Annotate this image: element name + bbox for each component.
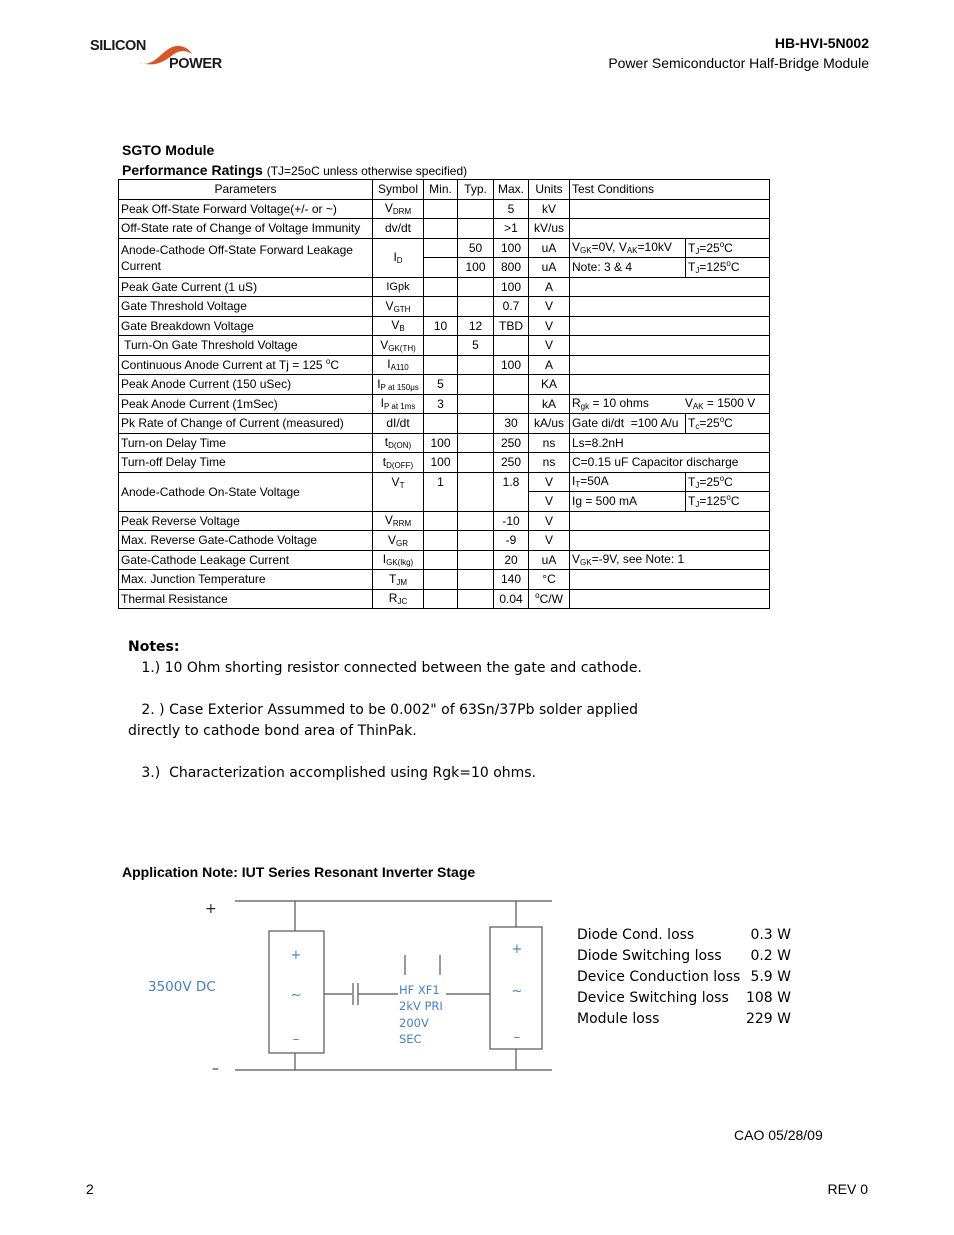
table-row	[119, 570, 770, 590]
table-row	[119, 472, 770, 492]
max-cell: 0.04	[494, 589, 529, 609]
min-cell	[424, 336, 458, 356]
table-row	[119, 219, 770, 239]
unit-cell: V	[529, 472, 570, 492]
logo-text-line2: POWER	[169, 56, 222, 72]
typ-cell	[458, 297, 494, 317]
unit-cell: °C	[529, 570, 570, 590]
list-item: Diode Switching loss 0.2 W	[577, 948, 791, 964]
param-cell: Turn-on Delay Time	[119, 433, 373, 453]
param-cell: Peak Anode Current (150 uSec)	[119, 375, 373, 395]
param-cell: Continuous Anode Current at Tj = 125 $^o$C	[119, 355, 373, 375]
table-row	[119, 297, 770, 317]
transformer-label-2: 2kV PRI	[399, 999, 443, 1013]
param-cell: Off-State rate of Change of Voltage Immunity	[119, 219, 373, 239]
unit-cell: KA	[529, 375, 570, 395]
ratings-table	[118, 179, 770, 609]
max-cell	[494, 336, 529, 356]
symbol-cell: $V_{GTH}$	[373, 297, 424, 317]
unit-cell: ns	[529, 453, 570, 473]
unit-cell: uA	[529, 238, 570, 258]
condition-cell: Gate di/dt =100 A/u	[570, 414, 686, 434]
unit-cell: kA/us	[529, 414, 570, 434]
table-row	[119, 375, 770, 395]
condition-cell: $I_T=50A$	[570, 472, 686, 492]
typ-cell	[458, 414, 494, 434]
condition-cell: Ls=8.2nH	[570, 433, 770, 453]
symbol-cell: $t_{D(OFF)}$	[373, 453, 424, 473]
header-parameters: Parameters	[119, 180, 373, 200]
table-row	[119, 589, 770, 609]
supply-minus-label: –	[212, 1061, 219, 1077]
typ-cell	[458, 394, 494, 414]
header-min: Min.	[424, 180, 458, 200]
symbol-cell: $V_{RRM}$	[373, 511, 424, 531]
typ-cell	[458, 570, 494, 590]
typ-cell	[458, 531, 494, 551]
param-cell: Peak Anode Current (1mSec)	[119, 394, 373, 414]
condition-cell	[570, 336, 770, 356]
list-item: Module loss 229 W	[577, 1011, 791, 1027]
table-row	[119, 433, 770, 453]
author-date: CAO 05/28/09	[734, 1127, 823, 1143]
symbol-cell: $I_{A110}$	[373, 355, 424, 375]
temperature-cell: $T_J=25^oC$	[686, 472, 770, 492]
min-cell: 100	[424, 433, 458, 453]
typ-cell	[458, 219, 494, 239]
min-cell	[424, 589, 458, 609]
max-cell: 100	[494, 277, 529, 297]
supply-voltage-label: 3500V DC	[148, 979, 216, 995]
page-number: 2	[86, 1181, 94, 1197]
section-title: SGTO Module	[122, 142, 215, 158]
param-cell: Turn-off Delay Time	[119, 453, 373, 473]
typ-cell	[458, 511, 494, 531]
max-cell: 250	[494, 453, 529, 473]
min-cell	[424, 199, 458, 219]
symbol-cell: dI/dt	[373, 414, 424, 434]
unit-cell: V	[529, 336, 570, 356]
notes-title: Notes:	[128, 639, 180, 655]
min-cell	[424, 531, 458, 551]
condition-cell	[570, 511, 770, 531]
typ-cell	[458, 472, 494, 511]
transformer-label-4: SEC	[399, 1032, 422, 1046]
typ-cell	[458, 375, 494, 395]
symbol-cell: $V_{GK(TH)}$	[373, 336, 424, 356]
symbol-cell: $I_{P at 150\mu s}$	[373, 375, 424, 395]
notes-section	[128, 637, 648, 784]
losses-list	[577, 925, 797, 1030]
min-cell	[424, 277, 458, 297]
condition-cell	[570, 375, 770, 395]
min-cell	[424, 238, 458, 258]
unit-cell: V	[529, 492, 570, 512]
param-cell: Peak Reverse Voltage	[119, 511, 373, 531]
condition-cell	[570, 531, 770, 551]
max-cell: 20	[494, 550, 529, 570]
unit-cell: A	[529, 355, 570, 375]
symbol-cell: $V_T$	[373, 472, 424, 511]
condition-cell: $R_{gk} = 10$ ohms $V_{AK} = 1500$ V	[570, 394, 770, 414]
transformer-label-1: HF XF1	[399, 983, 440, 997]
condition-cell	[570, 355, 770, 375]
condition-cell: $V_{GK}=0V$, $V_{AK}=10kV$	[570, 238, 686, 258]
company-logo	[86, 36, 238, 78]
typ-cell	[458, 277, 494, 297]
min-cell: 3	[424, 394, 458, 414]
param-cell: Peak Gate Current (1 uS)	[119, 277, 373, 297]
typ-cell	[458, 589, 494, 609]
revision: REV 0	[827, 1181, 868, 1197]
min-cell	[424, 258, 458, 278]
max-cell: 140	[494, 570, 529, 590]
table-header-row	[119, 180, 770, 200]
max-cell: -10	[494, 511, 529, 531]
symbol-cell: IGpk	[373, 277, 424, 297]
condition-cell	[570, 277, 770, 297]
transformer-label-3: 200V	[399, 1016, 429, 1030]
typ-cell	[458, 199, 494, 219]
param-cell: Anode-Cathode On-State Voltage	[119, 472, 373, 511]
table-row	[119, 316, 770, 336]
temperature-cell: $T_J=125^oC$	[686, 492, 770, 512]
max-cell: 800	[494, 258, 529, 278]
table-row	[119, 336, 770, 356]
min-cell: 10	[424, 316, 458, 336]
left-module-plus: +	[290, 948, 302, 963]
header-max: Max.	[494, 180, 529, 200]
param-cell: Gate Threshold Voltage	[119, 297, 373, 317]
performance-ratings-heading	[122, 162, 467, 178]
param-cell: Gate-Cathode Leakage Current	[119, 550, 373, 570]
param-cell: Peak Off-State Forward Voltage(+/- or ~)	[119, 199, 373, 219]
list-item: Diode Cond. loss 0.3 W	[577, 927, 791, 943]
header-typ: Typ.	[458, 180, 494, 200]
table-row	[119, 199, 770, 219]
param-cell: Pk Rate of Change of Current (measured)	[119, 414, 373, 434]
max-cell: 100	[494, 355, 529, 375]
condition-cell: Note: 3 & 4	[570, 258, 686, 278]
typ-cell: 100	[458, 258, 494, 278]
left-module-tilde: ~	[290, 988, 302, 1003]
note-2: 2. ) Case Exterior Assummed to be 0.002" of 63Sn/37Pb solder applied directly to cathode bond area of ThinPak.	[128, 702, 643, 739]
max-cell: 30	[494, 414, 529, 434]
unit-cell: V	[529, 316, 570, 336]
logo-text-line1: SILICON	[90, 38, 147, 54]
header-test-conditions: Test Conditions	[570, 180, 770, 200]
symbol-cell: $t_{D(ON)}$	[373, 433, 424, 453]
right-module-plus: +	[511, 942, 523, 957]
min-cell	[424, 219, 458, 239]
typ-cell: 5	[458, 336, 494, 356]
max-cell	[494, 394, 529, 414]
resonant-inverter-diagram	[140, 895, 560, 1080]
max-cell	[494, 375, 529, 395]
min-cell	[424, 570, 458, 590]
condition-cell	[570, 570, 770, 590]
symbol-cell: $I_D$	[373, 238, 424, 277]
typ-cell	[458, 355, 494, 375]
param-cell: Turn-On Gate Threshold Voltage	[119, 336, 373, 356]
temperature-cell: $T_J=125^oC$	[686, 258, 770, 278]
performance-ratings-title: Performance Ratings	[122, 162, 263, 178]
performance-ratings-note: (TJ=25oC unless otherwise specified)	[266, 164, 468, 178]
max-cell: >1	[494, 219, 529, 239]
table-row	[119, 355, 770, 375]
document-id: HB-HVI-5N002	[774, 35, 869, 51]
symbol-cell: $V_B$	[373, 316, 424, 336]
param-cell: Gate Breakdown Voltage	[119, 316, 373, 336]
temperature-cell: $T_J=25^oC$	[686, 238, 770, 258]
symbol-cell: dv/dt	[373, 219, 424, 239]
table-row	[119, 414, 770, 434]
max-cell: 100	[494, 238, 529, 258]
list-item: Device Switching loss 108 W	[577, 990, 791, 1006]
symbol-cell: $T_{JM}$	[373, 570, 424, 590]
unit-cell: $^o$C/W	[529, 589, 570, 609]
max-cell: 1.8	[494, 472, 529, 511]
supply-plus-label: +	[205, 901, 217, 917]
typ-cell	[458, 453, 494, 473]
symbol-cell: $R_{JC}$	[373, 589, 424, 609]
min-cell	[424, 297, 458, 317]
typ-cell: 12	[458, 316, 494, 336]
unit-cell: kA	[529, 394, 570, 414]
temperature-cell: $T_c=25^oC$	[686, 414, 770, 434]
symbol-cell: $I_{P at 1ms}$	[373, 394, 424, 414]
max-cell: -9	[494, 531, 529, 551]
min-cell	[424, 414, 458, 434]
param-cell: Max. Reverse Gate-Cathode Voltage	[119, 531, 373, 551]
condition-cell	[570, 219, 770, 239]
min-cell	[424, 355, 458, 375]
max-cell: 5	[494, 199, 529, 219]
param-cell: Anode-Cathode Off-State Forward Leakage Current	[119, 238, 373, 277]
application-note-title: Application Note: IUT Series Resonant Inverter Stage	[122, 864, 476, 880]
unit-cell: A	[529, 277, 570, 297]
left-module-minus: –	[292, 1032, 300, 1047]
symbol-cell: $V_{GR}$	[373, 531, 424, 551]
table-row	[119, 511, 770, 531]
unit-cell: V	[529, 511, 570, 531]
document-subtitle: Power Semiconductor Half-Bridge Module	[608, 55, 869, 71]
condition-cell	[570, 297, 770, 317]
symbol-cell: $I_{GK(lkg)}$	[373, 550, 424, 570]
min-cell: 5	[424, 375, 458, 395]
unit-cell: uA	[529, 550, 570, 570]
max-cell: 250	[494, 433, 529, 453]
unit-cell: kV	[529, 199, 570, 219]
note-3: 3.) Characterization accomplished using Rgk=10 ohms.	[128, 765, 537, 781]
condition-cell	[570, 589, 770, 609]
condition-cell	[570, 316, 770, 336]
param-cell: Max. Junction Temperature	[119, 570, 373, 590]
unit-cell: uA	[529, 258, 570, 278]
condition-cell: $V_{GK}=-9V$, see Note: 1	[570, 550, 770, 570]
min-cell	[424, 550, 458, 570]
right-module-tilde: ~	[511, 984, 523, 999]
condition-cell	[570, 199, 770, 219]
table-row	[119, 277, 770, 297]
right-module-minus: –	[513, 1030, 521, 1045]
typ-cell: 50	[458, 238, 494, 258]
header-symbol: Symbol	[373, 180, 424, 200]
table-row	[119, 550, 770, 570]
table-row	[119, 394, 770, 414]
unit-cell: V	[529, 531, 570, 551]
header-units: Units	[529, 180, 570, 200]
typ-cell	[458, 550, 494, 570]
min-cell	[424, 511, 458, 531]
unit-cell: ns	[529, 433, 570, 453]
note-1: 1.) 10 Ohm shorting resistor connected between the gate and cathode.	[128, 660, 642, 676]
max-cell: 0.7	[494, 297, 529, 317]
condition-cell: C=0.15 uF Capacitor discharge	[570, 453, 770, 473]
table-row	[119, 238, 770, 258]
min-cell: 100	[424, 453, 458, 473]
unit-cell: kV/us	[529, 219, 570, 239]
table-row	[119, 531, 770, 551]
unit-cell: V	[529, 297, 570, 317]
condition-cell: Ig = 500 mA	[570, 492, 686, 512]
typ-cell	[458, 433, 494, 453]
list-item: Device Conduction loss 5.9 W	[577, 969, 791, 985]
param-cell: Thermal Resistance	[119, 589, 373, 609]
table-row	[119, 453, 770, 473]
min-cell: 1	[424, 472, 458, 511]
max-cell: TBD	[494, 316, 529, 336]
symbol-cell: $V_{DRM}$	[373, 199, 424, 219]
